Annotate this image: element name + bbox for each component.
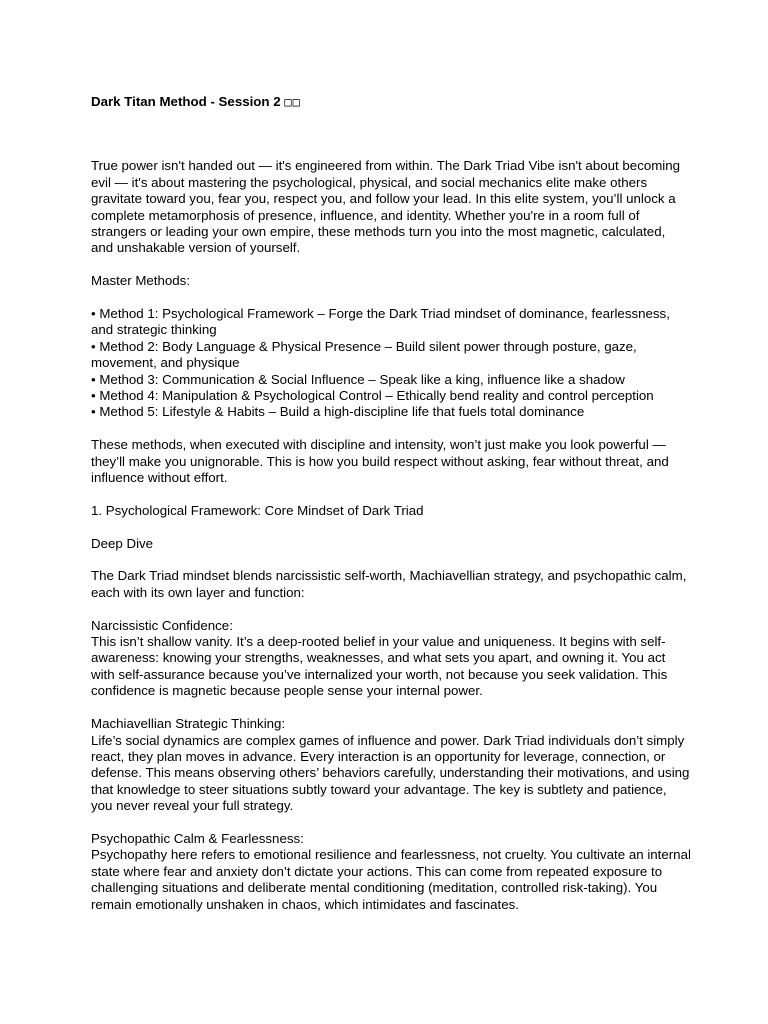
document-page — [91, 94, 691, 913]
method-item-1: • Method 1: Psychological Framework – Forge the Dark Triad mindset of dominance, fearlessness, and strategic thinking — [91, 306, 670, 338]
intro-paragraph: True power isn't handed out — it's engineered from within. The Dark Triad Vibe isn't about becoming evil — it's about mastering the psychological, physical, and social mechanics elite make others gravitate toward you, fear you, respect you, and follow your lead. In this elite system, you’ll unlock a complete metamorphosis of presence, influence, and identity. Whether you're in a room full of strangers or leading your own empire, these methods turn you into the most magnetic, calculated, and unshakable version of yourself. — [91, 158, 681, 256]
document-title-text: Dark Titan Method - Session 2 — [91, 94, 281, 109]
psychopathic-paragraph: Psychopathy here refers to emotional resilience and fearlessness, not cruelty. You cultivate an internal state where fear and anxiety don’t dictate your actions. This can come from repeated exposure to challenging situations and deliberate mental conditioning (meditation, controlled risk-taking). You remain emotionally unshaken in chaos, which intimidates and fascinates. — [91, 847, 691, 912]
method-item-2: • Method 2: Body Language & Physical Presence – Build silent power through posture, gaze, movement, and physique — [91, 338, 637, 371]
master-methods-heading: Master Methods: — [91, 273, 191, 289]
psychopathic-heading: Psychopathic Calm & Fearlessness: — [91, 830, 304, 846]
machiavellian-paragraph: Life’s social dynamics are complex games of influence and power. Dark Triad individuals don’t simply react, they plan moves in advance. Every interaction is an opportunity for leverage, connection, or defense. This means observing others’ behaviors carefully, understanding their motivations, and using that knowledge to steer situations subtly toward your advantage. The key is subtlety and patience, you never reveal your full strategy. — [91, 732, 690, 814]
narcissistic-paragraph: This isn’t shallow vanity. It’s a deep-rooted belief in your value and uniqueness. It begins with self-awareness: knowing your strengths, weaknesses, and what sets you apart, and owning it. You act with self-assurance because you’ve internalized your worth, not because you seek validation. This confidence is magnetic because people sense your internal power. — [91, 634, 668, 699]
deep-dive-intro-paragraph: The Dark Triad mindset blends narcissistic self-worth, Machiavellian strategy, and psychopathic calm, each with its own layer and function: — [91, 568, 687, 600]
narcissistic-heading: Narcissistic Confidence: — [91, 617, 233, 633]
method-item-4: • Method 4: Manipulation & Psychological Control – Ethically bend reality and control perception — [91, 388, 654, 404]
methods-list — [91, 306, 691, 421]
method-item-5: • Method 5: Lifestyle & Habits – Build a high-discipline life that fuels total dominance — [91, 404, 585, 420]
method-item-3: • Method 3: Communication & Social Influence – Speak like a king, influence like a shadow — [91, 371, 625, 387]
methods-summary-paragraph: These methods, when executed with discipline and intensity, won’t just make you look powerful — they’ll make you unignorable. This is how you build respect without asking, fear without threat, and influence without effort. — [91, 437, 669, 486]
section-1-heading: 1. Psychological Framework: Core Mindset of Dark Triad — [91, 502, 424, 518]
deep-dive-heading: Deep Dive — [91, 535, 154, 551]
title-glyph-boxes: □□ — [284, 95, 301, 109]
machiavellian-heading: Machiavellian Strategic Thinking: — [91, 716, 286, 732]
document-title — [91, 94, 691, 110]
